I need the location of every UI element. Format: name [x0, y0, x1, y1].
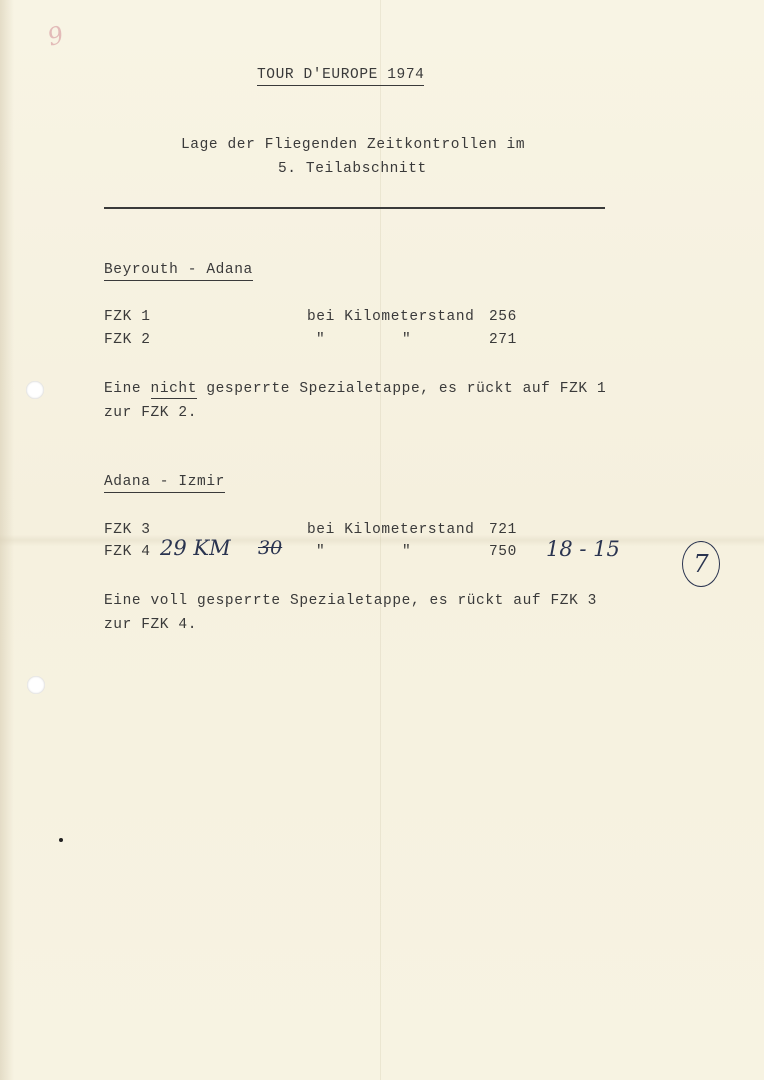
fzk-2-ditto-1: ": [316, 332, 326, 348]
pencil-mark: 9: [44, 20, 67, 52]
note-1-post: gesperrte Spezialetappe, es rückt auf FZK 1: [197, 381, 607, 397]
route-heading-2: Adana - Izmir: [104, 473, 225, 493]
section-2-note: Eine voll gesperrte Spezialetappe, es rückt auf FZK 3: [104, 593, 597, 609]
handwritten-correction: 30: [258, 537, 283, 559]
fzk-2-label: FZK 2: [104, 332, 151, 348]
route-heading-1: Beyrouth - Adana: [104, 261, 253, 281]
fzk-3-text: bei Kilometerstand: [307, 522, 475, 538]
section-1-note-line-2: zur FZK 2.: [104, 405, 198, 421]
circled-page-number: 7: [682, 541, 720, 587]
fzk-2-km: 271: [489, 332, 517, 348]
heading-line-1: Lage der Fliegenden Zeitkontrollen im: [181, 137, 526, 153]
paper-edge: [0, 0, 14, 1080]
fzk-3-km: 721: [489, 522, 517, 538]
punch-hole-top: [26, 381, 44, 399]
note-1-emphasis: nicht: [150, 381, 198, 397]
handwritten-km: 29 KM: [160, 536, 231, 560]
section-2-note-line-2: zur FZK 4.: [104, 617, 198, 633]
punch-hole-bottom: [27, 676, 45, 694]
fzk-4-ditto-2: ": [402, 544, 412, 560]
title-divider: [104, 207, 605, 209]
fzk-2-ditto-2: ": [402, 332, 412, 348]
fzk-3-label: FZK 3: [104, 522, 151, 538]
fzk-1-text: bei Kilometerstand: [307, 309, 475, 325]
fzk-4-ditto-1: ": [316, 544, 326, 560]
fzk-1-km: 256: [489, 309, 517, 325]
section-1-note: [104, 380, 606, 398]
document-title: TOUR D'EUROPE 1974: [257, 66, 424, 86]
note-1-pre: Eine: [104, 381, 151, 397]
handwritten-time: 18 - 15: [546, 537, 620, 561]
heading-line-2: 5. Teilabschnitt: [278, 161, 427, 177]
fzk-1-label: FZK 1: [104, 309, 151, 325]
ink-dot: [59, 838, 63, 842]
fzk-4-km: 750: [489, 544, 517, 560]
fzk-4-label: FZK 4: [104, 544, 151, 560]
